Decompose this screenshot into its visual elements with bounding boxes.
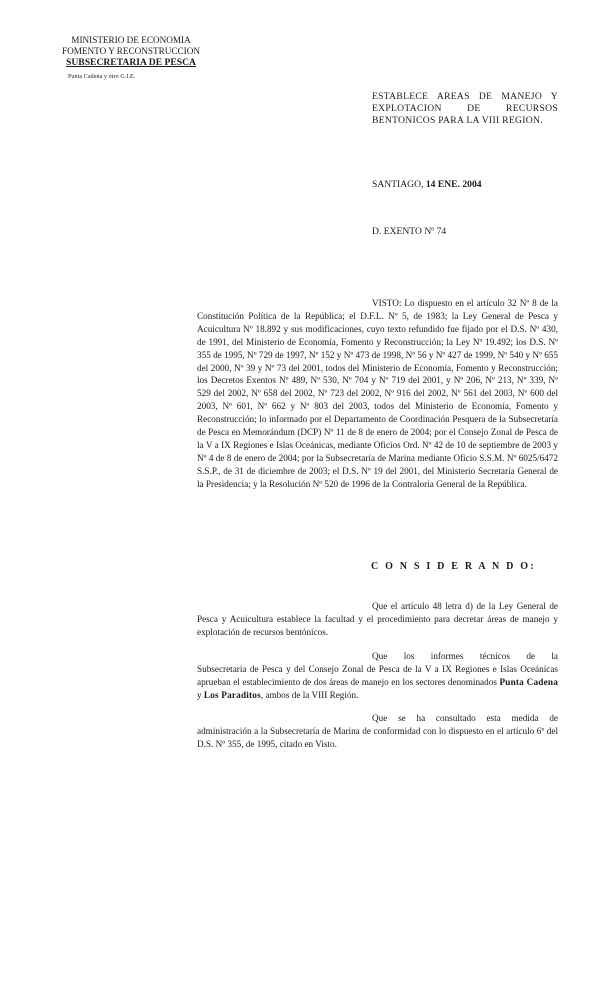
conjunction: y: [197, 689, 202, 700]
sector-name-los-paraditos: Los Paraditos: [203, 689, 261, 700]
date-place: SANTIAGO,: [372, 179, 424, 190]
date-value: 14 ENE. 2004: [425, 179, 482, 190]
considerando-heading: C O N S I D E R A N D O:: [371, 561, 536, 572]
sector-name-punta-cadena: Punta Cadena: [499, 676, 558, 687]
document-title: ESTABLECE AREAS DE MANEJO Y EXPLOTACION DE RECURSOS BENTONICOS PARA LA VIII REGION.: [372, 91, 558, 126]
ministry-header: [56, 35, 206, 80]
visto-paragraph: VISTO: Lo dispuesto en el artículo 32 Nº 8 de la Constitución Política de la República; el D.F.L. Nº 5, de 1983; la Ley General de Pesca y Acuicultura Nº 18.892 y sus modificaciones, cuyo texto refundido fue fijado por el D.S. Nº 430, de 1991, del Ministerio de Economía, Fomento y Reconstrucción; la Ley Nº 19.492; los D.S. Nº 355 de 1995, Nº 729 de 1997, Nº 152 y Nº 473 de 1998, Nº 56 y Nº 427 de 1999, Nº 540 y Nº 655 del 2000, Nº 39 y Nº 73 del 2001, todos del Ministerio de Economía, Fomento y Reconstrucción; los Decretos Exentos Nº 489, Nº 530, Nº 704 y Nº 719 del 2001, y Nº 206, Nº 213, Nº 339, Nº 529 del 2002, Nº 658 del 2002, Nº 723 del 2002, Nº 916 del 2002, Nº 561 del 2003, Nº 600 del 2003, Nº 601, Nº 662 y Nº 803 del 2003, todos del Ministerio de Economía, Fomento y Reconstrucción; lo informado por el Departamento de Coordinación Pesquera de la Subsecretaría de Pesca en Memorándum (DCP) Nº 11 de 8 de enero de 2004; por el Consejo Zonal de Pesca de la V a IX Regiones e Islas Oceánicas, mediante Oficios Ord. Nº 42 de 10 de septiembre de 2003 y Nº 4 de 8 de enero de 2004; por la Subsecretaría de Marina mediante Oficio S.S.M. Nº 6025/6472 S.S.P., de 31 de diciembre de 2003; el D.S. Nº 19 del 2001, del Ministerio Secretaría General de la Presidencia; y la Resolución Nº 520 de 1996 de la Contraloría General de la República.: [197, 298, 558, 489]
paragraph-body: Subsecretaría de Pesca y del Consejo Zonal de Pesca de la V a IX Regiones e Islas Oceánicas aprueban el establecimiento de dos áreas de manejo en los sectores denominados: [197, 663, 558, 687]
paragraph-lead: Que los informes técnicos de la: [372, 651, 558, 661]
subsecretariat-name: SUBSECRETARIA DE PESCA: [66, 57, 196, 68]
decree-number: D. EXENTO Nº 74: [372, 226, 447, 237]
ministry-name: MINISTERIO DE ECONOMIA: [71, 35, 191, 45]
reference-note: Punta Cadena y otro G.I.E.: [68, 74, 136, 80]
ministry-name-line2: FOMENTO Y RECONSTRUCCION: [62, 46, 200, 56]
considerando-paragraph-3: Que se ha consultado esta medida de administración a la Subsecretaría de Marina de conformidad con lo dispuesto en el artículo 6º del D.S. Nº 355, de 1995, citado en Visto.: [197, 713, 558, 749]
date-line: [372, 179, 558, 191]
considerando-paragraph-2: [197, 650, 558, 702]
considerando-paragraph-1: Que el artículo 48 letra d) de la Ley General de Pesca y Acuicultura establece la facultad y el procedimiento para decretar áreas de manejo y explotación de recursos bentónicos.: [197, 601, 558, 637]
paragraph-tail: , ambos de la VIII Región.: [260, 689, 359, 700]
